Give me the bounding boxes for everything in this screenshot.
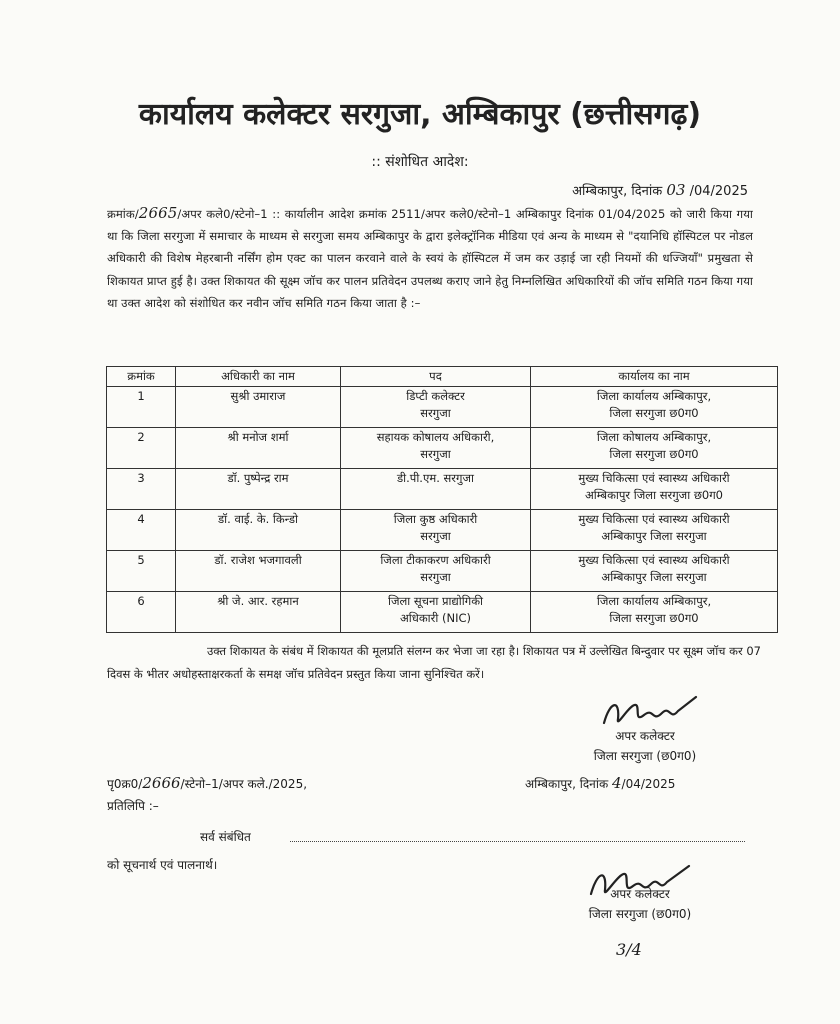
table-row [107, 428, 778, 469]
serial-cell: 5 [107, 551, 176, 592]
table-row [107, 510, 778, 551]
handwritten-note: 3/4 [616, 940, 642, 959]
endorsement-reference: पृ0क्र0/2666/स्टेनो–1/अपर कले./2025, [107, 774, 308, 792]
serial-cell: 1 [107, 387, 176, 428]
date-handwritten: 03 [666, 181, 686, 199]
name-cell: सुश्री उमाराज [176, 387, 341, 428]
table-header-row [107, 367, 778, 387]
reference-prefix: क्रमांक/ [107, 207, 139, 221]
endorsement-number: 2666 [142, 774, 181, 792]
post-cell: जिला टीकाकरण अधिकारी सरगुजा [341, 551, 531, 592]
name-cell: डॉ. वाई. के. किन्डो [176, 510, 341, 551]
office-cell: मुख्य चिकित्सा एवं स्वास्थ्य अधिकारी अम्बिकापुर जिला सरगुजा [531, 510, 778, 551]
paragraph-body: :: कार्यालीन आदेश क्रमांक 2511/अपर कले0/स्टेनो–1 अम्बिकापुर दिनांक 01/04/2025 को जारी किया गया था कि जिला सरगुजा में समाचार के माध्यम से सरगुजा समय अम्बिकापुर के द्वारा इलेक्ट्रॉनिक मीडिया एवं अन्य के माध्यम से "दयानिधि हॉस्पिटल पर नोडल अधिकारी की विशेष मेहरबानी नर्सिंग होम एक्ट का पालन करवाने वाले के स्वयं के हॉस्पिटल में जम कर उड़ाई जा रही नियमों की धज्जियाँ" प्रमुखता से शिकायत प्राप्त हुई है। उक्त शिकायत की सूक्ष्म जॉच कर पालन प्रतिवेदन उपलब्ध कराए जाने हेतु निम्नलिखित अधिकारियों की जॉच समिति गठन किया गया था उक्त आदेश को संशोधित कर नवीन जॉच समिति गठन किया जाता है :– [107, 207, 754, 310]
signature-block [560, 726, 730, 766]
issue-date [572, 181, 748, 199]
column-header: अधिकारी का नाम [176, 367, 341, 387]
column-header: क्रमांक [107, 367, 176, 387]
name-cell: डॉ. राजेश भजगावली [176, 551, 341, 592]
post-cell: जिला कुष्ठ अधिकारी सरगुजा [341, 510, 531, 551]
order-subtitle: :: संशोधित आदेश: [371, 154, 469, 170]
serial-cell: 4 [107, 510, 176, 551]
post-cell: डिप्टी कलेक्टर सरगुजा [341, 387, 531, 428]
name-cell: डॉ. पुष्पेन्द्र राम [176, 469, 341, 510]
table-row [107, 551, 778, 592]
signatory-designation: अपर कलेक्टर [615, 729, 675, 743]
post-cell: जिला सूचना प्राद्योगिकी अधिकारी (NIC) [341, 592, 531, 633]
table-row [107, 387, 778, 428]
post-cell: डी.पी.एम. सरगुजा [341, 469, 531, 510]
signatory-district: जिला सरगुजा (छ0ग0) [593, 749, 697, 763]
reference-suffix: /अपर कले0/स्टेनो–1 [177, 207, 268, 221]
column-header: पद [341, 367, 531, 387]
office-cell: जिला कोषालय अम्बिकापुर, जिला सरगुजा छ0ग0 [531, 428, 778, 469]
reference-number: 2665 [138, 204, 178, 222]
office-cell: जिला कार्यालय अम्बिकापुर, जिला सरगुजा छ0ग0 [531, 592, 778, 633]
post-cell: सहायक कोषालय अधिकारी, सरगुजा [341, 428, 531, 469]
date-suffix: /04/2025 [689, 184, 748, 199]
committee-table [106, 366, 778, 633]
endorsement-date: अम्बिकापुर, दिनांक 4/04/2025 [525, 774, 676, 792]
office-cell: मुख्य चिकित्सा एवं स्वास्थ्य अधिकारी अम्बिकापुर जिला सरगुजा [531, 551, 778, 592]
dotted-line [290, 841, 745, 842]
page-title: कार्यालय कलेक्टर सरगुजा, अम्बिकापुर (छत्तीसगढ़) [138, 97, 702, 132]
all-concerned: सर्व संबंधित [200, 830, 251, 844]
date-prefix: अम्बिकापुर, दिनांक [572, 184, 663, 199]
office-cell: मुख्य चिकित्सा एवं स्वास्थ्य अधिकारी अम्बिकापुर जिला सरगुजा छ0ग0 [531, 469, 778, 510]
copy-label: प्रतिलिपि :– [107, 799, 159, 813]
table-row [107, 592, 778, 633]
table-row [107, 469, 778, 510]
column-header: कार्यालय का नाम [531, 367, 778, 387]
serial-cell: 3 [107, 469, 176, 510]
signature-block [545, 884, 735, 924]
name-cell: श्री मनोज शर्मा [176, 428, 341, 469]
serial-cell: 2 [107, 428, 176, 469]
office-cell: जिला कार्यालय अम्बिकापुर, जिला सरगुजा छ0ग0 [531, 387, 778, 428]
instruction-paragraph: उक्त शिकायत के संबंध में शिकायत की मूलप्रति संलग्न कर भेजा जा रहा है। शिकायत पत्र में उल्लेखित बिन्दुवार पर सूक्ष्म जॉच कर 07 दिवस के भीतर अधोहस्ताक्षरकर्ता के समक्ष जॉच प्रतिवेदन प्रस्तुत किया जाना सुनिश्चित करें। [107, 644, 761, 681]
name-cell: श्री जे. आर. रहमान [176, 592, 341, 633]
signatory-designation: अपर कलेक्टर [610, 887, 670, 901]
for-information: को सूचनार्थ एवं पालनार्थ। [107, 858, 218, 872]
order-paragraph [107, 202, 753, 314]
signatory-district: जिला सरगुजा (छ0ग0) [588, 907, 692, 921]
serial-cell: 6 [107, 592, 176, 633]
